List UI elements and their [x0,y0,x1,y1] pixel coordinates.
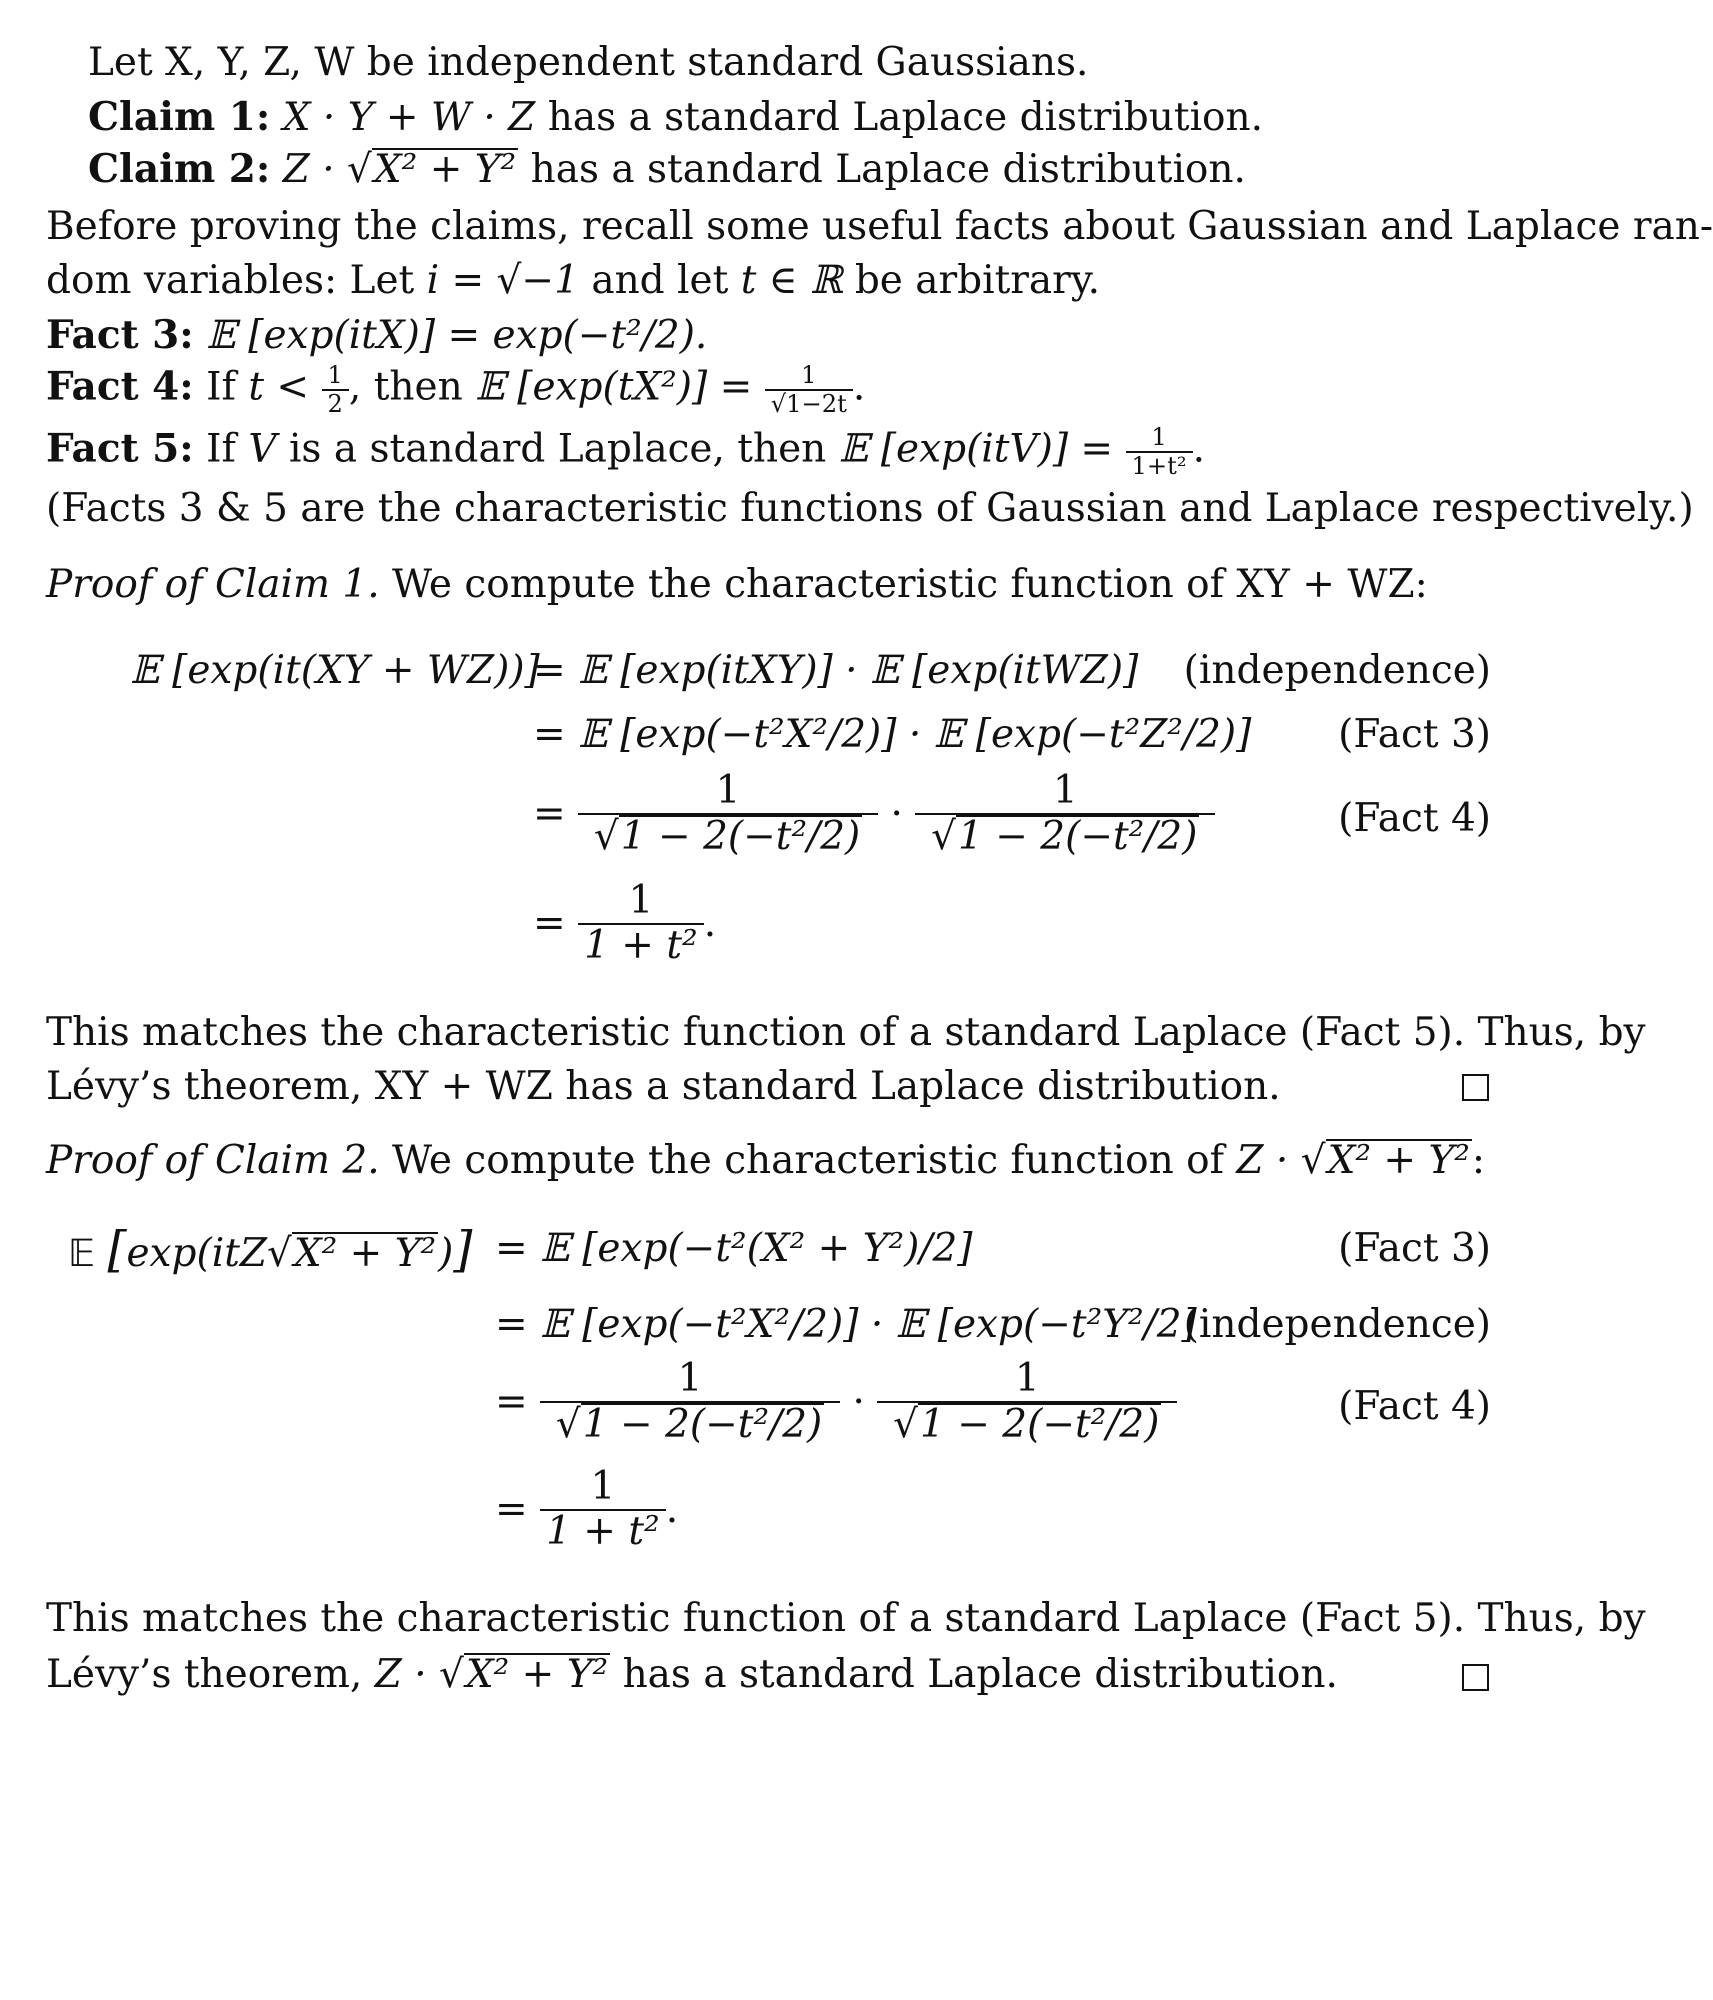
proof-1-eq2-rhs: = 𝔼 [exp(−t²X²/2)] · 𝔼 [exp(−t²Z²/2)] [533,712,1252,757]
proof-1-eq4-num: 1 [578,880,704,925]
proof-1-eq3-num-a: 1 [578,770,878,815]
fact-5-text-b: is a standard Laplace, then [288,426,827,472]
proof-2-eq4-num: 1 [540,1466,666,1511]
proof-2-eq2-rhs: = 𝔼 [exp(−t²X²/2)] · 𝔼 [exp(−t²Y²/2] [495,1302,1197,1347]
recall-math-t: t ∈ ℝ [740,258,843,303]
claim-2-math: Z · [282,147,335,192]
proof-2-heading: Proof of Claim 2. [46,1138,380,1183]
proof-1-text: We compute the characteristic function of XY + WZ: [392,562,1428,607]
fact-4-text-a: If [206,364,236,410]
fact-3-math: 𝔼 [exp(itX)] = exp(−t²/2). [206,313,708,358]
recall-line-1: Before proving the claims, recall some useful facts about Gaussian and Laplace ran- [46,204,1713,249]
proof-1-eq1-lhs: 𝔼 [exp(it(XY + WZ))] [130,648,540,693]
recall-text-c: be arbitrary. [854,258,1101,303]
fact-4-frac: $\frac{1}{√1-2t}$ [765,362,853,417]
proof-2-eq1-rhs: = 𝔼 [exp(−t²(X² + Y²)/2] [495,1226,973,1271]
proof-1-eq4-den: 1 + t² [584,922,698,968]
claim-1 [88,94,1263,141]
proof-2-concl-text-a: Lévy’s theorem, [46,1652,363,1697]
proof-2-text: We compute the characteristic function of [392,1138,1224,1183]
fact-5-frac: $\frac{1}{\text{1+t²}}$ [1126,424,1193,479]
fact-4-label: Fact 4: [46,363,194,410]
facts-note: (Facts 3 & 5 are the characteristic functions of Gaussian and Laplace respectively.) [46,486,1694,531]
proof-2-text-radicand: X² + Y² [1327,1138,1470,1183]
proof-2-eq3-den-b: 1 − 2(−t²/2) [920,1401,1160,1447]
recall-line-2 [46,258,1100,304]
fact-4-math-a: t < [248,364,310,410]
proof-2-eq1-lhs: 𝔼 [exp(itZ√X² + Y²)] [68,1222,473,1278]
proof-2-eq3-den-a: 1 − 2(−t²/2) [582,1401,823,1447]
proof-1-eq3: = $\frac{1}{\text{√1 − 2(−t²/2)}}$ · $\frac{1}{\text{√1 − 2(−t²/2)}}$ [533,770,1215,859]
claim-1-math: X · Y + W · Z [282,95,536,140]
proof-2-text-math: Z · [1236,1138,1289,1183]
fact-4-math-b: 𝔼 [exp(tX²)] = [475,364,753,410]
claim-2-radicand: X² + Y² [373,147,517,192]
fact-5: Fact 5: If V is a standard Laplace, then 𝔼 [exp(itV)] = $\frac{1}{\text{1+t²}}$ . [46,423,1205,480]
claim-2: Claim 2: Z · √X² + Y² has a standard Laplace distribution. [88,146,1246,192]
recall-text-b: and let [591,258,729,303]
proof-2-eq3-num-b: 1 [877,1358,1177,1403]
proof-2-eq1-tag: (Fact 3) [1338,1226,1491,1271]
proof-1-heading: Proof of Claim 1. [46,562,380,607]
proof-1-conclusion-1: This matches the characteristic function of a standard Laplace (Fact 5). Thus, by [46,1010,1646,1055]
proof-2-concl-radicand: X² + Y² [465,1652,609,1697]
proof-2-conclusion-1: This matches the characteristic function of a standard Laplace (Fact 5). Thus, by [46,1596,1646,1641]
proof-1-eq3-den-b: 1 − 2(−t²/2) [958,813,1198,859]
proof-2-eq4-den: 1 + t² [546,1508,660,1554]
proof-1-eq1-tag: (independence) [1183,648,1491,693]
proof-1-eq3-den-a: 1 − 2(−t²/2) [620,813,861,859]
proof-1-eq4: = $\frac{1}{\text{1 + t²}}$ . [533,878,717,968]
fact-5-label: Fact 5: [46,425,194,472]
claim-2-text: has a standard Laplace distribution. [530,147,1246,192]
fact-4: Fact 4: If t < $\frac{1}{2}$ , then 𝔼 [exp(tX²)] = $\frac{1}{√1-2t}$ . [46,361,866,418]
proof-2-heading-line: Proof of Claim 2. We compute the characteristic function of Z · √X² + Y²: [46,1138,1485,1183]
proof-2-concl-text-b: has a standard Laplace distribution. [622,1652,1338,1697]
fact-3 [46,312,707,359]
claim-2-label: Claim 2: [88,146,271,192]
recall-text-a: dom variables: Let [46,258,415,303]
recall-math-i: i = √−1 [426,258,579,303]
fact-4-text-b: , then [348,364,463,410]
fact-5-math-b: 𝔼 [exp(itV)] = [838,426,1114,472]
proof-2-eq3: = $\frac{1}{\text{√1 − 2(−t²/2)}}$ · $\frac{1}{\text{√1 − 2(−t²/2)}}$ [495,1358,1177,1447]
fact-4-half: $\frac{1}{2}$ [322,362,349,417]
proof-1-conclusion-2: Lévy’s theorem, XY + WZ has a standard Laplace distribution. [46,1064,1281,1109]
proof-1-eq2-tag: (Fact 3) [1338,712,1491,757]
intro-line: Let X, Y, Z, W be independent standard Gaussians. [88,40,1089,85]
fact-5-text-a: If [206,426,236,472]
fact-5-math-a: V [248,426,277,472]
proof-2-eq2-tag: (independence) [1183,1302,1491,1347]
proof-2-eq3-num-a: 1 [540,1358,840,1403]
proof-2-eq3-tag: (Fact 4) [1338,1384,1491,1429]
proof-1-eq3-num-b: 1 [915,770,1215,815]
proof-2-concl-math: Z · [374,1652,427,1697]
proof-1-qed-box [1462,1074,1489,1101]
proof-1-eq1-rhs: = 𝔼 [exp(itXY)] · 𝔼 [exp(itWZ)] [533,648,1139,693]
proof-1-eq3-tag: (Fact 4) [1338,796,1491,841]
proof-2-qed-box [1462,1664,1489,1691]
proof-2-conclusion-2: Lévy’s theorem, Z · √X² + Y² has a standard Laplace distribution. [46,1652,1338,1697]
claim-1-label: Claim 1: [88,94,271,140]
proof-1-heading-line [46,562,1428,608]
fact-3-label: Fact 3: [46,312,194,358]
proof-2-eq4: = $\frac{1}{\text{1 + t²}}$ . [495,1464,679,1554]
proof-2-eq1-lhs-radicand: X² + Y² [293,1231,437,1276]
claim-1-text: has a standard Laplace distribution. [547,95,1264,140]
